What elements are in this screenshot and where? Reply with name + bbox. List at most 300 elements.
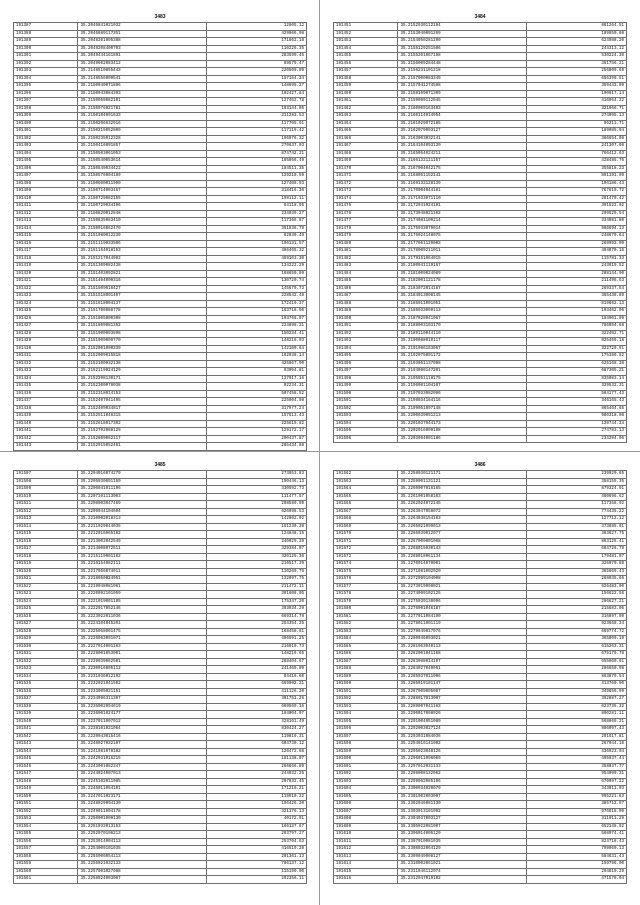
row-amount-cell: 391608.05 xyxy=(207,591,307,599)
row-id-cell: 191531 xyxy=(14,651,78,659)
row-id-cell: 191589 xyxy=(334,673,398,681)
table-row xyxy=(334,90,627,98)
table-row xyxy=(334,240,627,248)
row-amount-cell: 134222.29 xyxy=(207,263,307,271)
row-code-cell: 35.2285037011006 xyxy=(398,673,527,681)
row-id-cell: 191564 xyxy=(334,486,398,494)
row-code-cell: 35.2308032064129 xyxy=(398,846,527,854)
row-amount-cell: 436923.04 xyxy=(527,748,627,756)
row-amount-cell: 830424.27 xyxy=(207,726,307,734)
row-id-cell: 191592 xyxy=(334,696,398,704)
table-row xyxy=(334,120,627,128)
row-amount-cell: 623735.32 xyxy=(527,703,627,711)
row-amount-cell: 626483.90 xyxy=(527,583,627,591)
row-code-cell: 35.2150416091857 xyxy=(78,143,207,151)
row-id-cell: 191473 xyxy=(334,188,398,196)
table-row xyxy=(334,128,627,136)
row-code-cell: 35.2157000083349 xyxy=(398,75,527,83)
row-amount-cell: 267044.16 xyxy=(527,741,627,749)
row-id-cell: 191582 xyxy=(334,621,398,629)
row-code-cell: 35.2298008132062 xyxy=(398,771,527,779)
row-amount-cell: 145679.73 xyxy=(207,285,307,293)
table-row xyxy=(14,68,307,76)
table-row xyxy=(14,390,307,398)
row-id-cell: 191568 xyxy=(334,516,398,524)
row-code-cell: 35.2260007016165 xyxy=(398,486,527,494)
table-row xyxy=(334,255,627,263)
row-id-cell: 191587 xyxy=(334,658,398,666)
row-code-cell: 35.2248029004130 xyxy=(78,801,207,809)
table-row xyxy=(14,876,307,884)
row-id-cell: 191571 xyxy=(334,538,398,546)
row-id-cell: 191494 xyxy=(334,345,398,353)
row-id-cell: 191504 xyxy=(334,420,398,428)
table-row xyxy=(334,420,627,428)
row-code-cell: 35.2262024072145 xyxy=(398,501,527,509)
row-amount-cell: 774435.22 xyxy=(527,508,627,516)
row-amount-cell: 161230.38 xyxy=(207,523,307,531)
row-amount-cell: 124848.15 xyxy=(207,531,307,539)
row-id-cell: 191487 xyxy=(334,293,398,301)
row-id-cell: 191550 xyxy=(14,793,78,801)
row-amount-cell: 349656.99 xyxy=(527,688,627,696)
row-id-cell: 191548 xyxy=(14,778,78,786)
row-amount-cell: 329384.07 xyxy=(207,546,307,554)
row-amount-cell: 318416.36 xyxy=(207,188,307,196)
table-row xyxy=(14,756,307,764)
row-code-cell: 35.2167004042175 xyxy=(398,165,527,173)
row-id-cell: 191412 xyxy=(14,210,78,218)
row-amount-cell: 127462.78 xyxy=(207,98,307,106)
row-amount-cell: 224898.31 xyxy=(207,323,307,331)
row-amount-cell: 496591.25 xyxy=(207,636,307,644)
row-id-cell: 191573 xyxy=(334,553,398,561)
table-row xyxy=(334,368,627,376)
table-row xyxy=(334,218,627,226)
row-code-cell: 35.2218050024051 xyxy=(78,576,207,584)
row-id-cell: 191407 xyxy=(14,173,78,181)
row-code-cell: 35.2150206632916 xyxy=(78,120,207,128)
row-code-cell: 35.2197033082096 xyxy=(398,390,527,398)
row-id-cell: 191522 xyxy=(14,583,78,591)
page-number: 3483 xyxy=(154,14,166,20)
row-amount-cell: 495937.44 xyxy=(527,756,627,764)
row-amount-cell: 189085.94 xyxy=(527,128,627,136)
row-code-cell: 35.2152809062117 xyxy=(78,435,207,443)
table-row xyxy=(14,135,307,143)
row-id-cell: 191604 xyxy=(334,786,398,794)
row-id-cell: 191389 xyxy=(14,38,78,46)
row-id-cell: 191414 xyxy=(14,225,78,233)
row-amount-cell: 326970.89 xyxy=(527,561,627,569)
table-row xyxy=(14,308,307,316)
row-id-cell: 191401 xyxy=(14,128,78,136)
row-id-cell: 191527 xyxy=(14,621,78,629)
row-code-cell: 35.2152208130171 xyxy=(78,375,207,383)
row-code-cell: 35.2048201005388 xyxy=(78,38,207,46)
row-amount-cell: 239920.65 xyxy=(527,471,627,479)
table-row xyxy=(334,428,627,436)
table-row xyxy=(14,143,307,151)
row-amount-cell: 584177.43 xyxy=(527,390,627,398)
row-code-cell: 35.2242031016215 xyxy=(78,756,207,764)
row-code-cell: 35.2161029072185 xyxy=(398,120,527,128)
row-amount-cell: 393034.29 xyxy=(207,606,307,614)
row-id-cell: 191529 xyxy=(14,636,78,644)
row-code-cell: 35.2150600011900 xyxy=(78,180,207,188)
row-code-cell: 35.2152009015818 xyxy=(78,353,207,361)
row-amount-cell: 293797.27 xyxy=(207,831,307,839)
table-row xyxy=(14,45,307,53)
row-code-cell: 35.2297012031133 xyxy=(398,763,527,771)
table-row xyxy=(334,398,627,406)
row-id-cell: 191594 xyxy=(334,711,398,719)
row-amount-cell: 111477.57 xyxy=(207,493,307,501)
row-amount-cell: 530224.30 xyxy=(527,53,627,61)
row-id-cell: 191460 xyxy=(334,90,398,98)
row-code-cell: 35.2265021099013 xyxy=(398,523,527,531)
table-row xyxy=(334,861,627,869)
row-amount-cell: 986694.13 xyxy=(527,225,627,233)
row-code-cell: 35.2279049017076 xyxy=(398,628,527,636)
row-amount-cell: 863879.54 xyxy=(527,673,627,681)
row-code-cell: 35.2201037044173 xyxy=(398,420,527,428)
row-code-cell: 35.2170004044181 xyxy=(398,188,527,196)
row-id-cell: 191491 xyxy=(334,323,398,331)
row-code-cell: 35.2251032013153 xyxy=(78,823,207,831)
row-id-cell: 191490 xyxy=(334,315,398,323)
row-code-cell: 35.2310002061021 xyxy=(398,861,527,869)
row-amount-cell: 954099.31 xyxy=(527,771,627,779)
row-id-cell: 191395 xyxy=(14,83,78,91)
row-amount-cell: 283599.45 xyxy=(207,53,307,61)
row-id-cell: 191503 xyxy=(334,413,398,421)
table-row xyxy=(14,443,307,451)
row-code-cell: 35.2152407041495 xyxy=(78,398,207,406)
table-row xyxy=(334,793,627,801)
row-amount-cell: 879324.91 xyxy=(527,486,627,494)
row-amount-cell: 127712.12 xyxy=(527,516,627,524)
row-code-cell: 35.2243001082347 xyxy=(78,763,207,771)
table-row xyxy=(334,478,627,486)
row-amount-cell: 216010.73 xyxy=(207,643,307,651)
table-row xyxy=(334,158,627,166)
row-id-cell: 191416 xyxy=(14,240,78,248)
row-code-cell: 35.2160009163403 xyxy=(398,105,527,113)
table-row xyxy=(14,203,307,211)
row-amount-cell: 291617.81 xyxy=(527,733,627,741)
row-code-cell: 35.2268015030143 xyxy=(398,546,527,554)
page-number: 3484 xyxy=(474,14,486,20)
row-code-cell: 35.2276001046187 xyxy=(398,606,527,614)
row-id-cell: 191493 xyxy=(334,338,398,346)
table-row xyxy=(14,501,307,509)
row-id-cell: 191501 xyxy=(334,398,398,406)
row-code-cell: 35.2306014005129 xyxy=(398,831,527,839)
table-row xyxy=(334,868,627,876)
row-amount-cell: 168458.81 xyxy=(207,628,307,636)
row-id-cell: 191554 xyxy=(14,823,78,831)
table-row xyxy=(14,285,307,293)
row-amount-cell: 786137.12 xyxy=(207,861,307,869)
table-row xyxy=(14,808,307,816)
row-id-cell: 191489 xyxy=(334,308,398,316)
table-row xyxy=(14,763,307,771)
table-row xyxy=(334,696,627,704)
table-row xyxy=(14,493,307,501)
table-row xyxy=(334,345,627,353)
row-id-cell: 191545 xyxy=(14,756,78,764)
table-row xyxy=(334,733,627,741)
row-code-cell: 35.2295023048126 xyxy=(398,748,527,756)
row-code-cell: 35.2151809081352 xyxy=(78,323,207,331)
row-id-cell: 191516 xyxy=(14,538,78,546)
row-id-cell: 191585 xyxy=(334,643,398,651)
table-row xyxy=(14,278,307,286)
table-row xyxy=(14,98,307,106)
table-row xyxy=(334,786,627,794)
table-row xyxy=(14,90,307,98)
row-code-cell: 35.2163003032141 xyxy=(398,135,527,143)
row-amount-cell: 322402.71 xyxy=(527,330,627,338)
row-code-cell: 35.2238101021064 xyxy=(78,726,207,734)
table-row xyxy=(334,105,627,113)
row-id-cell: 191575 xyxy=(334,568,398,576)
row-amount-cell: 863125.41 xyxy=(527,538,627,546)
table-row xyxy=(14,523,307,531)
table-row xyxy=(14,75,307,83)
row-code-cell: 35.2233005021151 xyxy=(78,688,207,696)
row-id-cell: 191517 xyxy=(14,546,78,554)
row-amount-cell: 652148.92 xyxy=(527,823,627,831)
table-row xyxy=(334,816,627,824)
table-row xyxy=(14,60,307,68)
table-row xyxy=(14,128,307,136)
table-row xyxy=(14,248,307,256)
row-id-cell: 191390 xyxy=(14,45,78,53)
row-amount-cell: 117358.92 xyxy=(527,501,627,509)
row-id-cell: 191608 xyxy=(334,816,398,824)
row-code-cell: 35.2151404000316 xyxy=(78,278,207,286)
row-id-cell: 191408 xyxy=(14,180,78,188)
row-amount-cell: 244313.12 xyxy=(527,45,627,53)
row-code-cell: 35.2246011054101 xyxy=(78,786,207,794)
table-row xyxy=(14,345,307,353)
table-row xyxy=(334,323,627,331)
row-amount-cell: 172419.37 xyxy=(207,300,307,308)
row-id-cell: 191403 xyxy=(14,143,78,151)
table-row xyxy=(14,576,307,584)
row-amount-cell: 299529.54 xyxy=(527,210,627,218)
row-id-cell: 191485 xyxy=(334,278,398,286)
row-code-cell: 35.2184013008145 xyxy=(398,293,527,301)
table-row xyxy=(14,360,307,368)
row-amount-cell: 330592.73 xyxy=(207,486,307,494)
row-code-cell: 35.2207101113003 xyxy=(78,493,207,501)
row-id-cell: 191532 xyxy=(14,658,78,666)
row-code-cell: 35.2188003103170 xyxy=(398,323,527,331)
row-code-cell: 35.2150059082101 xyxy=(78,98,207,106)
row-id-cell: 191507 xyxy=(14,471,78,479)
table-row xyxy=(334,576,627,584)
row-amount-cell: 385712.87 xyxy=(527,801,627,809)
row-code-cell: 35.2196081104107 xyxy=(398,383,527,391)
table-row xyxy=(334,98,627,106)
row-amount-cell: 248670.64 xyxy=(527,233,627,241)
table-row xyxy=(14,711,307,719)
row-code-cell: 35.2191086163067 xyxy=(398,345,527,353)
table-row xyxy=(334,831,627,839)
row-amount-cell: 358155.35 xyxy=(527,478,627,486)
table-row xyxy=(14,651,307,659)
table-row xyxy=(14,666,307,674)
row-code-cell: 35.2152409034817 xyxy=(78,405,207,413)
row-id-cell: 191393 xyxy=(14,68,78,76)
table-row xyxy=(334,248,627,256)
table-row xyxy=(334,636,627,644)
table-row xyxy=(334,823,627,831)
row-code-cell: 35.2222017052146 xyxy=(78,606,207,614)
table-row xyxy=(334,278,627,286)
row-amount-cell: 171219.21 xyxy=(207,786,307,794)
row-id-cell: 191396 xyxy=(14,90,78,98)
table-row xyxy=(14,823,307,831)
row-amount-cell: 670097.22 xyxy=(527,778,627,786)
row-id-cell: 191559 xyxy=(14,861,78,869)
row-id-cell: 191415 xyxy=(14,233,78,241)
row-id-cell: 191439 xyxy=(14,413,78,421)
row-id-cell: 191521 xyxy=(14,576,78,584)
row-amount-cell: 625168.38 xyxy=(527,360,627,368)
row-code-cell: 35.2281063040113 xyxy=(398,643,527,651)
row-code-cell: 35.2165054024211 xyxy=(398,150,527,158)
row-amount-cell: 115781.33 xyxy=(527,255,627,263)
table-row xyxy=(14,435,307,443)
row-id-cell: 191464 xyxy=(334,120,398,128)
table-row xyxy=(14,516,307,524)
row-amount-cell: 669569.15 xyxy=(207,703,307,711)
row-amount-cell: 507458.52 xyxy=(207,390,307,398)
row-code-cell: 35.2304037003137 xyxy=(398,816,527,824)
row-code-cell: 35.2150916062479 xyxy=(78,225,207,233)
row-code-cell: 35.2239043015416 xyxy=(78,733,207,741)
row-amount-cell: 891191.09 xyxy=(527,173,627,181)
row-id-cell: 191440 xyxy=(14,420,78,428)
row-id-cell: 191599 xyxy=(334,748,398,756)
row-amount-cell: 411126.20 xyxy=(207,688,307,696)
row-amount-cell: 269337.54 xyxy=(527,285,627,293)
row-code-cell: 35.2278011001119 xyxy=(398,621,527,629)
row-id-cell: 191406 xyxy=(14,165,78,173)
row-id-cell: 191553 xyxy=(14,816,78,824)
row-amount-cell: 675179.78 xyxy=(527,651,627,659)
row-amount-cell: 365669.43 xyxy=(527,568,627,576)
row-id-cell: 191535 xyxy=(14,681,78,689)
row-code-cell: 35.2156231101218 xyxy=(398,68,527,76)
row-amount-cell: 767619.72 xyxy=(527,188,627,196)
table-row xyxy=(14,606,307,614)
table-row xyxy=(14,726,307,734)
row-amount-cell: 193144.05 xyxy=(207,105,307,113)
row-id-cell: 191567 xyxy=(334,508,398,516)
row-id-cell: 191556 xyxy=(14,838,78,846)
row-code-cell: 35.2049602083412 xyxy=(78,60,207,68)
row-id-cell: 191602 xyxy=(334,771,398,779)
row-code-cell: 35.2250001009130 xyxy=(78,816,207,824)
row-id-cell: 191398 xyxy=(14,105,78,113)
table-row xyxy=(14,643,307,651)
table-row xyxy=(334,516,627,524)
row-code-cell: 35.2179151064015 xyxy=(398,255,527,263)
row-code-cell: 35.2148510855443 xyxy=(78,68,207,76)
table-row xyxy=(334,150,627,158)
table-row xyxy=(14,428,307,436)
row-id-cell: 191562 xyxy=(334,471,398,479)
row-amount-cell: 185056.49 xyxy=(207,158,307,166)
table-row xyxy=(334,338,627,346)
row-amount-cell: 819662.13 xyxy=(527,300,627,308)
row-code-cell: 35.2225058001475 xyxy=(78,628,207,636)
row-amount-cell: 162938.14 xyxy=(207,353,307,361)
row-amount-cell: 228542.48 xyxy=(207,293,307,301)
row-amount-cell: 274783.13 xyxy=(527,428,627,436)
row-id-cell: 191435 xyxy=(14,383,78,391)
row-code-cell: 35.2284027040061 xyxy=(398,666,527,674)
table-row xyxy=(334,846,627,854)
table-row xyxy=(14,688,307,696)
row-amount-cell: 157164.34 xyxy=(207,75,307,83)
row-code-cell: 35.2151119033506 xyxy=(78,240,207,248)
table-row xyxy=(334,135,627,143)
row-id-cell: 191534 xyxy=(14,673,78,681)
row-id-cell: 191551 xyxy=(14,801,78,809)
table-row xyxy=(14,733,307,741)
row-code-cell: 35.2155201067198 xyxy=(398,53,527,61)
table-row xyxy=(14,486,307,494)
row-id-cell: 191518 xyxy=(14,553,78,561)
row-code-cell: 35.2255006054113 xyxy=(78,853,207,861)
row-amount-cell: 184004.07 xyxy=(207,711,307,719)
row-id-cell: 191388 xyxy=(14,30,78,38)
row-id-cell: 191484 xyxy=(334,270,398,278)
row-code-cell: 35.2283088014107 xyxy=(398,658,527,666)
table-row xyxy=(334,538,627,546)
row-id-cell: 191577 xyxy=(334,583,398,591)
row-id-cell: 191492 xyxy=(334,330,398,338)
row-amount-cell: 835083.14 xyxy=(527,375,627,383)
row-amount-cell: 391522.02 xyxy=(527,203,627,211)
table-row xyxy=(14,270,307,278)
row-amount-cell: 392887.27 xyxy=(527,696,627,704)
row-amount-cell: 127408.93 xyxy=(207,180,307,188)
table-row xyxy=(14,38,307,46)
table-row xyxy=(334,553,627,561)
row-amount-cell: 119910.32 xyxy=(207,793,307,801)
row-id-cell: 191555 xyxy=(14,831,78,839)
row-amount-cell: 825466.18 xyxy=(527,338,627,346)
row-amount-cell: 139744.24 xyxy=(527,420,627,428)
row-amount-cell: 624988.20 xyxy=(527,38,627,46)
row-id-cell: 191580 xyxy=(334,606,398,614)
row-code-cell: 35.2150040071886 xyxy=(78,83,207,91)
row-code-cell: 35.2273019098021 xyxy=(398,583,527,591)
table-row xyxy=(14,546,307,554)
row-code-cell: 35.2236001024177 xyxy=(78,711,207,719)
table-row xyxy=(334,778,627,786)
row-amount-cell: 142100.64 xyxy=(207,345,307,353)
table-row xyxy=(14,703,307,711)
row-code-cell: 35.2288017013007 xyxy=(398,696,527,704)
